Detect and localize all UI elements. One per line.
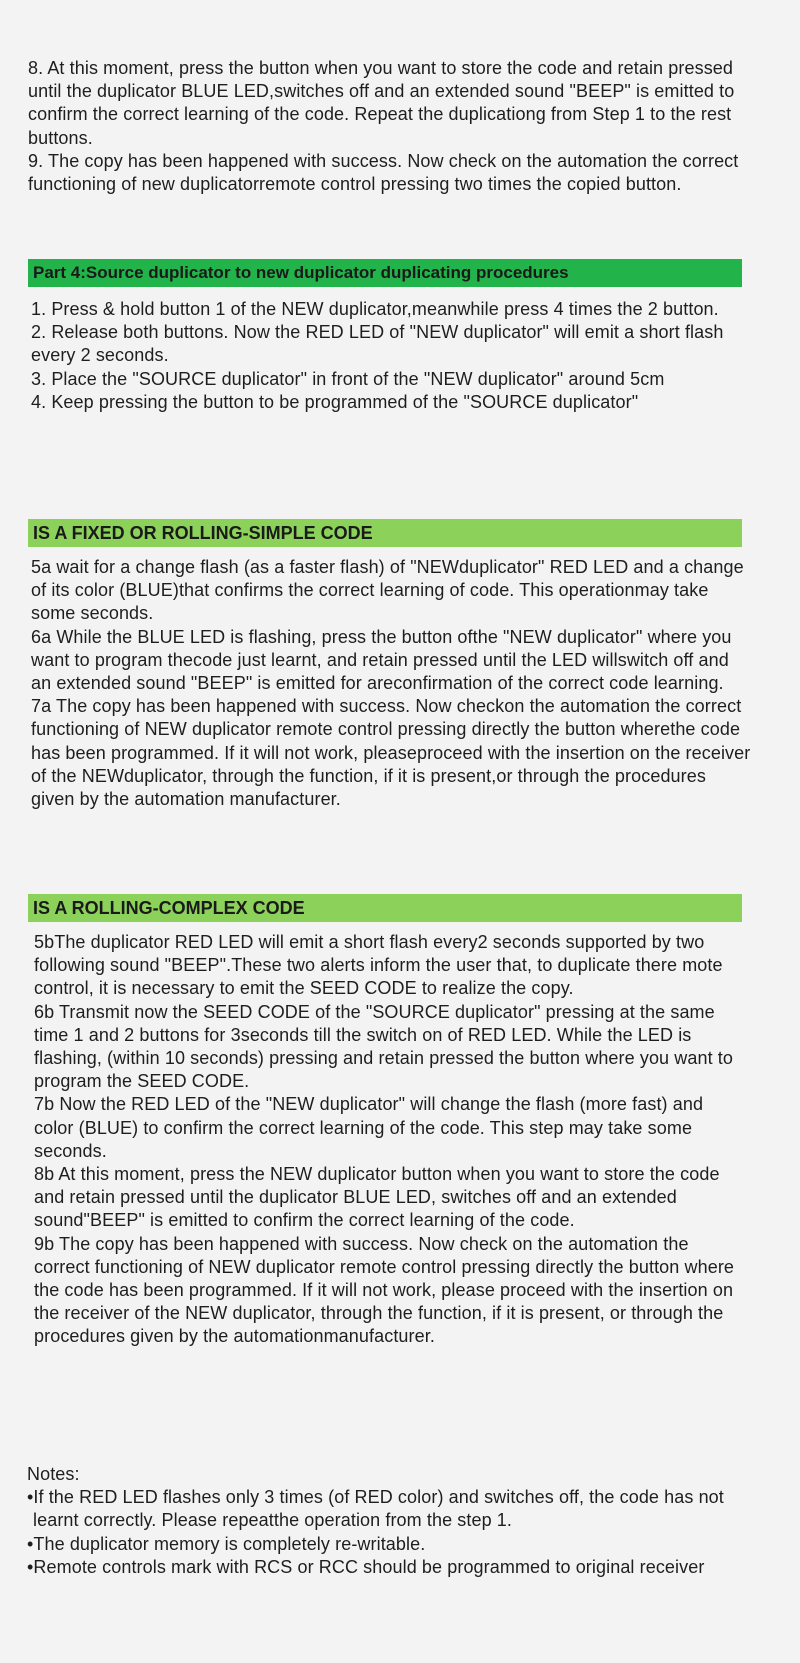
fixed-step-5a: 5a wait for a change flash (as a faster flash) of "NEWduplicator" RED LED and a change of its color (BLUE)that confirms the correct learning of code. This operationmay take some seconds.: [31, 557, 744, 624]
note-item: •The duplicator memory is completely re-writable.: [27, 1533, 426, 1554]
complex-code-steps: [34, 931, 746, 1349]
fixed-step-7a: 7a The copy has been happened with success. Now checkon the automation the correct functioning of NEW duplicator remote control pressing directly the button wherethe code has been programmed. If it will not work, pleaseproceed with the insertion on the receiver of the NEWduplicator, through the function, if it is present,or through the procedures given by the automation manufacturer.: [31, 696, 751, 810]
complex-step-5b: 5bThe duplicator RED LED will emit a short flash every2 seconds supported by two following sound "BEEP".These two alerts inform the user that, to duplicate there mote control, it is necessary to emit the SEED CODE to realize the copy.: [34, 932, 723, 999]
fixed-code-steps: [31, 556, 751, 811]
part4-heading: [28, 259, 742, 287]
complex-code-heading: [28, 894, 742, 922]
complex-step-9b: 9b The copy has been happened with success. Now check on the automation the correct functioning of NEW duplicator remote control pressing directly the button where the code has been programmed. If it will not work, please proceed with the insertion on the receiver of the NEW duplicator, through the function, if it is present, or through the procedures given by the automationmanufacturer.: [34, 1233, 735, 1347]
notes-list: [27, 1486, 772, 1579]
fixed-code-heading-text: IS A FIXED OR ROLLING-SIMPLE CODE: [33, 522, 373, 543]
notes-section: [27, 1463, 772, 1579]
complex-step-8b: 8b At this moment, press the NEW duplicator button when you want to store the code and retain pressed until the duplicator BLUE LED, switches off and an extended sound"BEEP" is emitted to confirm the correct learning of the code.: [34, 1164, 720, 1231]
part4-step-4: 4. Keep pressing the button to be programmed of the "SOURCE duplicator": [31, 391, 639, 412]
complex-step-6b: 6b Transmit now the SEED CODE of the "SOURCE duplicator" pressing at the same time 1 and 2 buttons for 3seconds till the switch on of RED LED. While the LED is flashing, (within 10 seconds) pressing and retain pressed the button where you want to program the SEED CODE.: [34, 1001, 734, 1092]
part4-step-1: 1. Press & hold button 1 of the NEW duplicator,meanwhile press 4 times the 2 button.: [31, 299, 719, 319]
complex-step-7b: 7b Now the RED LED of the "NEW duplicator" will change the flash (more fast) and color (BLUE) to confirm the correct learning of the code. This step may take some seconds.: [34, 1094, 704, 1161]
intro-steps: [28, 57, 763, 196]
fixed-step-6a: 6a While the BLUE LED is flashing, press the button ofthe "NEW duplicator" where you want to program thecode just learnt, and retain pressed until the LED willswitch off and an extended sound "BEEP" is emitted for areconfirmation of the correct code learning.: [31, 626, 732, 694]
part4-step-2: 2. Release both buttons. Now the RED LED of "NEW duplicator" will emit a short flash every 2 seconds.: [31, 322, 724, 366]
step-8-text: 8. At this moment, press the button when you want to store the code and retain pressed until the duplicator BLUE LED,switches off and an extended sound "BEEP" is emitted to confirm the correct learning of the code. Repeat the duplicationg from Step 1 to the rest buttons.: [28, 58, 735, 148]
note-item: •If the RED LED flashes only 3 times (of RED color) and switches off, the code has not learnt correctly. Please repeatthe operation from the step 1.: [27, 1487, 724, 1531]
part4-step-3: 3. Place the "SOURCE duplicator" in front of the "NEW duplicator" around 5cm: [31, 368, 665, 389]
part4-steps: [31, 298, 731, 414]
notes-title: Notes:: [27, 1464, 80, 1484]
part4-heading-text: Part 4:Source duplicator to new duplicator duplicating procedures: [33, 263, 569, 282]
step-9-text: 9. The copy has been happened with success. Now check on the automation the correct functioning of new duplicatorremote control pressing two times the copied button.: [28, 150, 739, 195]
fixed-code-heading: [28, 519, 742, 547]
complex-code-heading-text: IS A ROLLING-COMPLEX CODE: [33, 897, 305, 918]
note-item: •Remote controls mark with RCS or RCC should be programmed to original receiver: [27, 1556, 705, 1577]
